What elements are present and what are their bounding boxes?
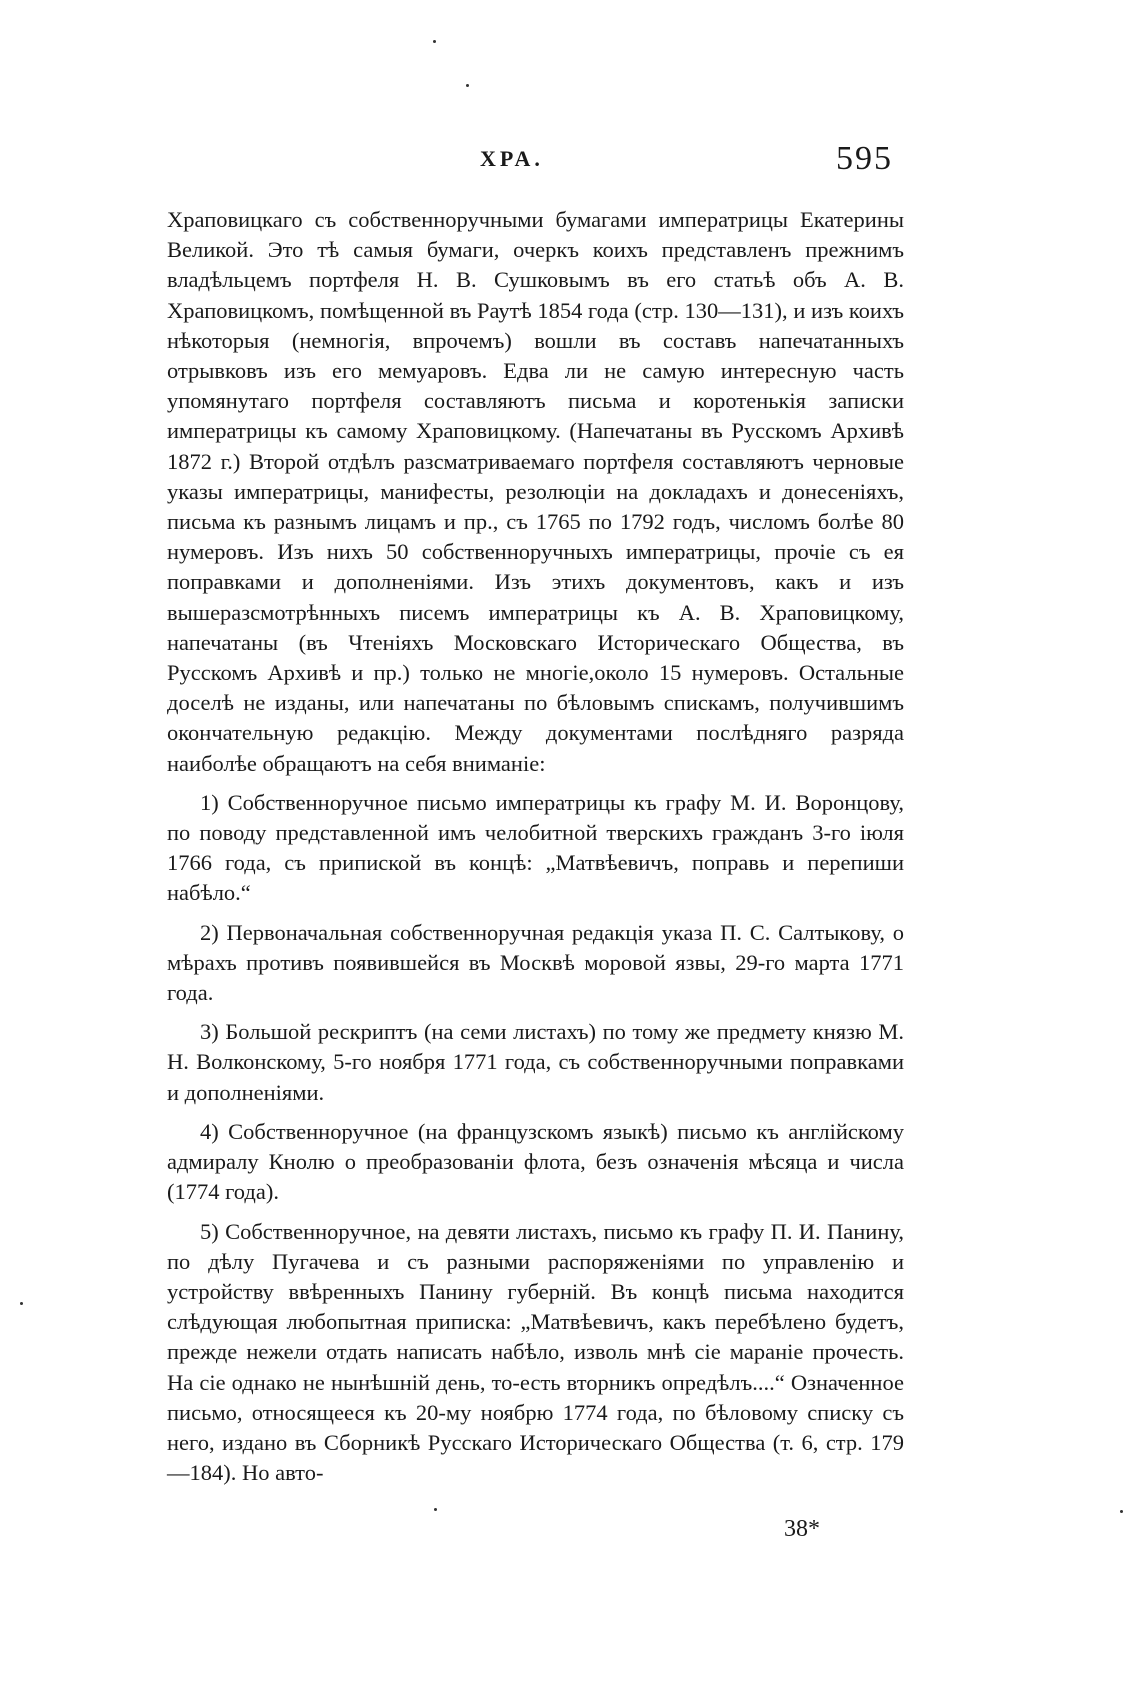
running-head bbox=[0, 140, 1140, 180]
running-head-title: ХРА. bbox=[480, 146, 544, 171]
list-item: 5) Собственноручное, на девяти листахъ, письмо къ графу П. И. Панину, по дѣлу Пугачева и съ разными распоряженіями по управленію и устройству ввѣренныхъ Панину губерній. Въ концѣ письма находится слѣдующая любопытная приписка: „Матвѣевичъ, какъ перебѣлено будетъ, прежде нежели отдать написать набѣло, изволь мнѣ сіе мараніе прочесть. На сіе однако не нынѣшній день, то-есть вторникъ опредѣлъ....“ Означенное письмо, относящееся къ 20-му ноябрю 1774 года, по бѣловому списку съ него, издано въ Сборникѣ Русскаго Историческаго Общества (т. 6, стр. 179—184). Но авто- bbox=[167, 1218, 904, 1486]
signature-mark: 38* bbox=[784, 1516, 820, 1542]
body-text bbox=[167, 205, 904, 1488]
scan-speck bbox=[466, 84, 469, 87]
list-item: 3) Большой рескриптъ (на семи листахъ) по тому же предмету князю М. Н. Волконскому, 5-го ноября 1771 года, съ собственноручными поправками и дополненіями. bbox=[167, 1019, 904, 1105]
scan-speck bbox=[434, 1508, 437, 1511]
list-item: 1) Собственноручное письмо императрицы къ графу М. И. Воронцову, по поводу представленной имъ челобитной тверскихъ гражданъ 3-го іюля 1766 года, съ припиской въ концѣ: „Матвѣевичъ, поправь и перепиши набѣло.“ bbox=[167, 789, 904, 906]
page-number: 595 bbox=[836, 140, 893, 177]
scan-speck bbox=[433, 40, 436, 43]
paragraph-intro: Храповицкаго съ собственноручными бумагами императрицы Екатерины Великой. Это тѣ самыя бумаги, очеркъ коихъ представленъ прежнимъ владѣльцемъ портфеля Н. В. Сушковымъ въ его статьѣ объ А. В. Храповицкомъ, помѣщенной въ Раутѣ 1854 года (стр. 130—131), и изъ коихъ нѣкоторыя (немногія, впрочемъ) вошли въ составъ напечатанныхъ отрывковъ изъ его мемуаровъ. Едва ли не самую интересную часть упомянутаго портфеля составляютъ письма и коротенькія записки императрицы къ самому Храповицкому. (Напечатаны въ Русскомъ Архивѣ 1872 г.) Второй отдѣлъ разсматриваемаго портфеля составляютъ черновые указы императрицы, манифесты, резолюціи на докладахъ и донесеніяхъ, письма къ разнымъ лицамъ и пр., съ 1765 по 1792 годъ, числомъ болѣе 80 нумеровъ. Изъ нихъ 50 собственноручныхъ императрицы, прочіе съ ея поправками и дополненіями. Изъ этихъ документовъ, какъ и изъ вышеразсмотрѣнныхъ писемъ императрицы къ А. В. Храповицкому, напечатаны (въ Чтеніяхъ Московскаго Историческаго Общества, въ Русскомъ Архивѣ и пр.) только не многіе,около 15 нумеровъ. Остальные доселѣ не изданы, или напечатаны по бѣловымъ спискамъ, получившимъ окончательную редакцію. Между документами послѣдняго разряда наиболѣе обращаютъ на себя вниманіе: bbox=[167, 207, 904, 776]
list-item: 4) Собственноручное (на французскомъ языкѣ) письмо къ англійскому адмиралу Кнолю о преобразованіи флота, безъ означенія мѣсяца и числа (1774 года). bbox=[167, 1118, 904, 1205]
scan-speck bbox=[1120, 1510, 1123, 1513]
scan-speck bbox=[20, 1302, 23, 1305]
list-item: 2) Первоначальная собственноручная редакція указа П. С. Салтыкову, о мѣрахъ противъ появившейся въ Москвѣ моровой язвы, 29-го марта 1771 года. bbox=[167, 919, 904, 1006]
